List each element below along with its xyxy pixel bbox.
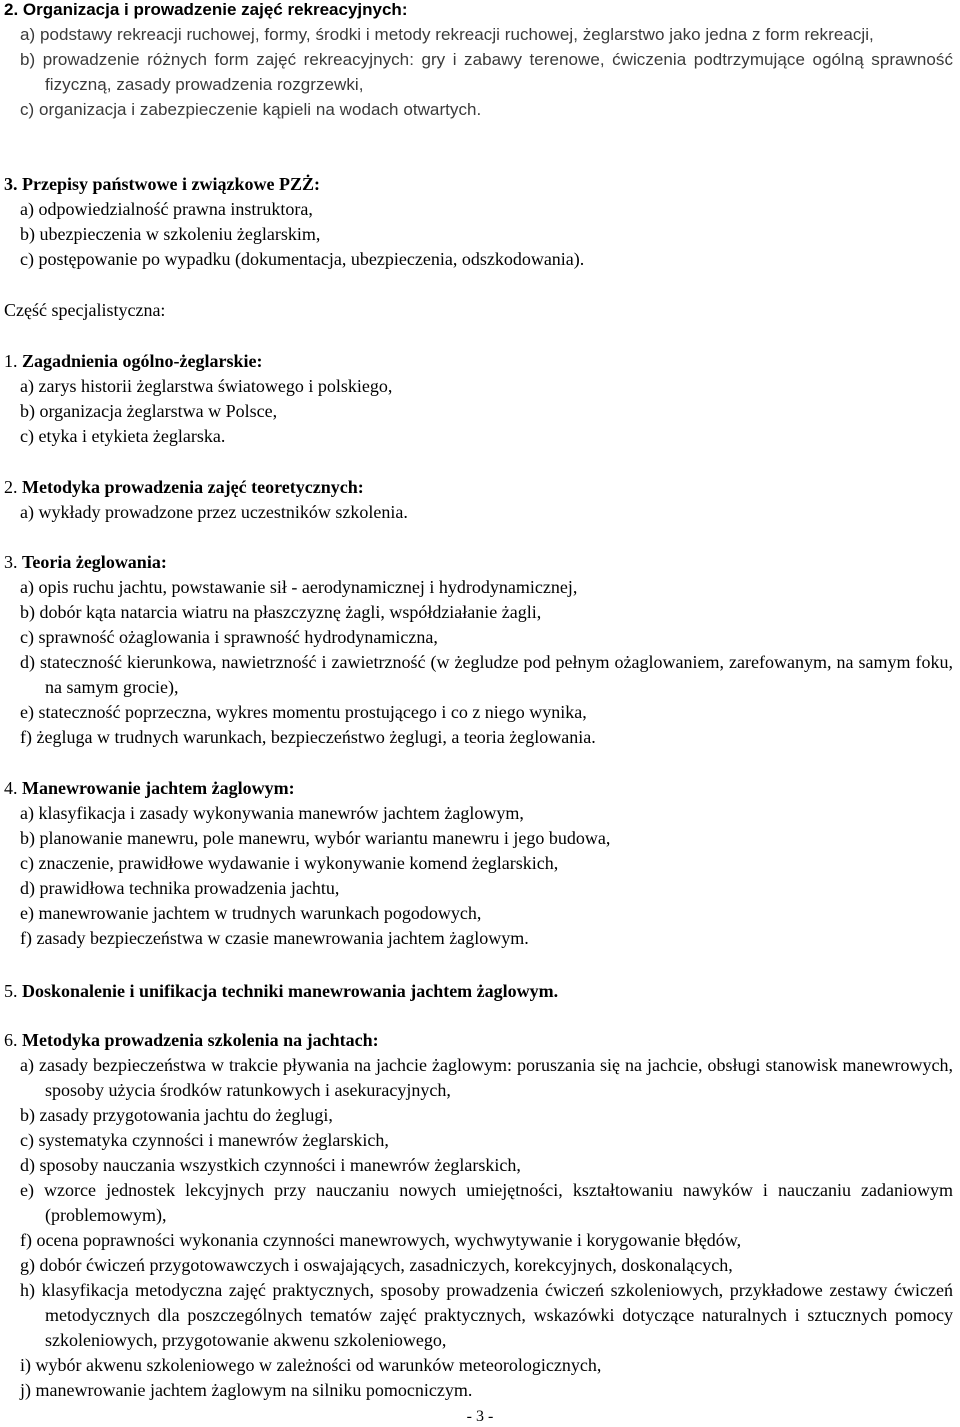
- list-item: f) żegluga w trudnych warunkach, bezpieczeństwo żeglugi, a teoria żeglowania.: [20, 727, 596, 747]
- list-item: c) znaczenie, prawidłowe wydawanie i wykonywanie komend żeglarskich,: [20, 853, 559, 873]
- list-item: b) ubezpieczenia w szkoleniu żeglarskim,: [20, 224, 321, 244]
- list-item: c) organizacja i zabezpieczenie kąpieli na wodach otwartych.: [20, 100, 482, 119]
- section-title: Organizacja i prowadzenie zajęć rekreacyjnych:: [22, 0, 408, 19]
- page-number: - 3 -: [466, 1408, 494, 1425]
- section-number: 6.: [4, 1030, 18, 1050]
- section-title: Zagadnienia ogólno-żeglarskie:: [22, 351, 263, 371]
- section-number: 2.: [4, 0, 19, 19]
- item-list: [0, 500, 960, 525]
- item-list: [0, 197, 960, 272]
- list-item: c) postępowanie po wypadku (dokumentacja, ubezpieczenia, odszkodowania).: [20, 249, 585, 269]
- section-organizacja: [0, 0, 960, 122]
- list-item: e) stateczność poprzeczna, wykres momentu prostującego i co z niego wynika,: [20, 702, 587, 722]
- section-teoria-zeglowania: [0, 550, 960, 750]
- list-item: a) zasady bezpieczeństwa w trakcie pływania na jachcie żaglowym: poruszania się na jachcie, obsługi stanowisk manewrowych, sposoby użycia środków ratunkowych i asekuracyjnych,: [20, 1055, 953, 1100]
- item-list: [0, 22, 960, 122]
- section-number: 4.: [4, 778, 18, 798]
- section-title: Metodyka prowadzenia zajęć teoretycznych:: [22, 477, 364, 497]
- section-title: Doskonalenie i unifikacja techniki manewrowania jachtem żaglowym.: [22, 981, 559, 1001]
- section-heading: [0, 979, 960, 1004]
- part-title: Część specjalistyczna:: [4, 300, 166, 320]
- section-number: 3.: [4, 174, 18, 194]
- list-item: a) zarys historii żeglarstwa światowego i polskiego,: [20, 376, 393, 396]
- section-metodyka-teoretycznych: [0, 475, 960, 525]
- item-list: [0, 801, 960, 951]
- section-heading: [0, 349, 960, 374]
- list-item: h) klasyfikacja metodyczna zajęć praktycznych, sposoby prowadzenia ćwiczeń szkoleniowych, przykładowe zestawy ćwiczeń metodycznych dla poszczególnych tematów zajęć praktycznych, wskazówki dotyczące naturalnych i sztucznych pomocy szkoleniowych, przygotowanie akwenu szkoleniowego,: [20, 1280, 953, 1350]
- list-item: c) etyka i etykieta żeglarska.: [20, 426, 226, 446]
- list-item: a) opis ruchu jachtu, powstawanie sił - aerodynamicznej i hydrodynamicznej,: [20, 577, 578, 597]
- section-heading: [0, 475, 960, 500]
- list-item: e) wzorce jednostek lekcyjnych przy nauczaniu nowych umiejętności, kształtowaniu nawyków i nauczaniu zadaniowym (problemowym),: [20, 1180, 953, 1225]
- section-heading: [0, 172, 960, 197]
- section-title: Manewrowanie jachtem żaglowym:: [22, 778, 295, 798]
- list-item: a) wykłady prowadzone przez uczestników szkolenia.: [20, 502, 408, 522]
- section-metodyka-jachtach: [0, 1028, 960, 1403]
- section-number: 5.: [4, 981, 18, 1001]
- item-list: [0, 575, 960, 750]
- section-title: Teoria żeglowania:: [22, 552, 167, 572]
- list-item: j) manewrowanie jachtem żaglowym na silniku pomocniczym.: [20, 1380, 473, 1400]
- list-item: b) organizacja żeglarstwa w Polsce,: [20, 401, 278, 421]
- list-item: i) wybór akwenu szkoleniowego w zależności od warunków meteorologicznych,: [20, 1355, 602, 1375]
- section-number: 1.: [4, 351, 18, 371]
- section-heading: [0, 0, 960, 22]
- list-item: d) prawidłowa technika prowadzenia jachtu,: [20, 878, 340, 898]
- section-doskonalenie: [0, 979, 960, 1004]
- list-item: f) zasady bezpieczeństwa w czasie manewrowania jachtem żaglowym.: [20, 928, 529, 948]
- section-title: Metodyka prowadzenia szkolenia na jachtach:: [22, 1030, 379, 1050]
- list-item: a) klasyfikacja i zasady wykonywania manewrów jachtem żaglowym,: [20, 803, 524, 823]
- list-item: c) sprawność ożaglowania i sprawność hydrodynamiczna,: [20, 627, 438, 647]
- section-zagadnienia: [0, 349, 960, 449]
- item-list: [0, 1053, 960, 1403]
- section-title: Przepisy państwowe i związkowe PZŻ:: [22, 174, 320, 194]
- part-heading: [0, 298, 960, 323]
- list-item: g) dobór ćwiczeń przygotowawczych i oswajających, zasadniczych, korekcyjnych, doskonalących,: [20, 1255, 733, 1275]
- list-item: a) odpowiedzialność prawna instruktora,: [20, 199, 313, 219]
- list-item: d) stateczność kierunkowa, nawietrzność i zawietrzność (w żegludze pod pełnym ożaglowaniem, zarefowanym, na samym foku, na samym grocie),: [20, 652, 953, 697]
- section-heading: [0, 1028, 960, 1053]
- item-list: [0, 374, 960, 449]
- section-heading: [0, 776, 960, 801]
- list-item: c) systematyka czynności i manewrów żeglarskich,: [20, 1130, 389, 1150]
- list-item: f) ocena poprawności wykonania czynności manewrowych, wychwytywanie i korygowanie błędów,: [20, 1230, 742, 1250]
- list-item: b) dobór kąta natarcia wiatru na płaszczyznę żagli, współdziałanie żagli,: [20, 602, 542, 622]
- section-heading: [0, 550, 960, 575]
- list-item: b) planowanie manewru, pole manewru, wybór wariantu manewru i jego budowa,: [20, 828, 611, 848]
- list-item: e) manewrowanie jachtem w trudnych warunkach pogodowych,: [20, 903, 482, 923]
- list-item: b) prowadzenie różnych form zajęć rekreacyjnych: gry i zabawy terenowe, ćwiczenia podtrzymujące ogólną sprawność fizyczną, zasady prowadzenia rozgrzewki,: [20, 50, 953, 94]
- list-item: d) sposoby nauczania wszystkich czynności i manewrów żeglarskich,: [20, 1155, 521, 1175]
- section-number: 2.: [4, 477, 18, 497]
- section-czesc-specjalistyczna: [0, 298, 960, 323]
- list-item: b) zasady przygotowania jachtu do żeglugi,: [20, 1105, 333, 1125]
- section-przepisy: [0, 172, 960, 272]
- section-number: 3.: [4, 552, 18, 572]
- list-item: a) podstawy rekreacji ruchowej, formy, środki i metody rekreacji ruchowej, żeglarstwo jako jedna z form rekreacji,: [20, 25, 874, 44]
- section-manewrowanie: [0, 776, 960, 951]
